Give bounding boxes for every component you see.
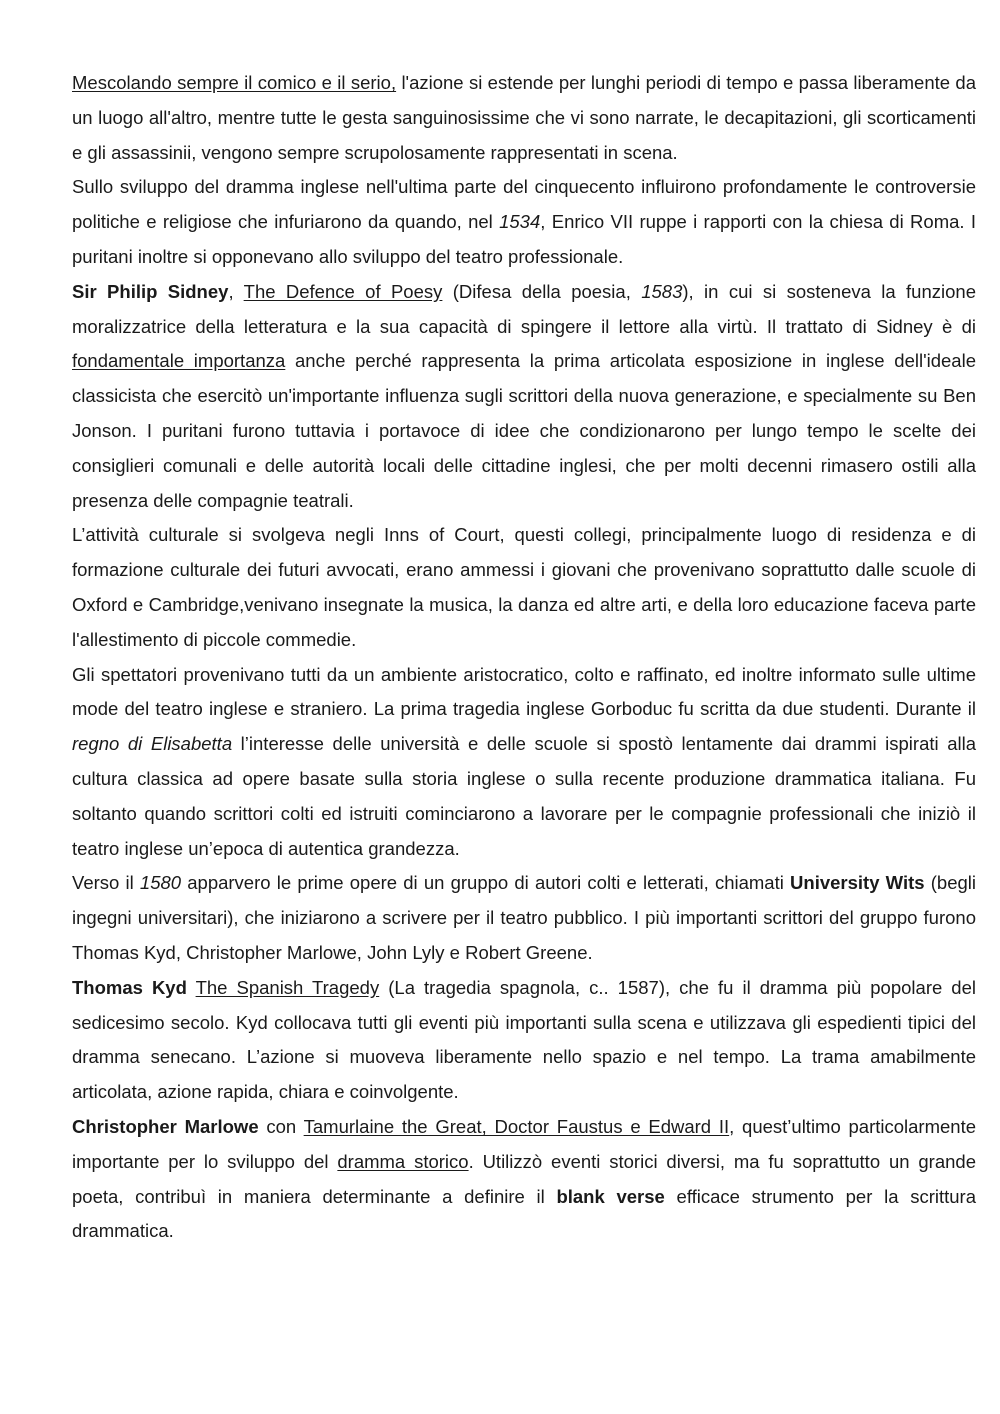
run: apparvero le prime opere di un gruppo di autori colti e letterati, chiamati: [181, 872, 791, 894]
run: blank verse: [556, 1185, 665, 1207]
paragraph-philip-sidney: [72, 275, 976, 519]
run: [187, 977, 196, 998]
run: (Difesa della poesia,: [442, 280, 642, 302]
run: (La tragedia spagnola, c.. 1587), che fu il dramma più popolare del sedicesimo secolo. Kyd collocava tutti gli eventi più importanti sulla scena e utilizzava gli espedienti tipici del dramma senecano. L’azione si muoveva liberamente nello spazio e nel tempo. La trama amabilmente articolata, azione rapida, chiara e coinvolgente.: [72, 976, 976, 1103]
run: ), in cui si sosteneva la funzione moralizzatrice della letteratura e la sua capacità di spingere il lettore alla virtù. Il trattato di Sidney è di: [72, 280, 976, 337]
run: , quest’ultimo particolarmente importante per lo sviluppo del: [72, 1115, 977, 1172]
run: (begli ingegni universitari), che iniziarono a scrivere per il teatro pubblico. I più importanti scrittori del gruppo furono Thomas Kyd, Christopher Marlowe, John Lyly e Robert Greene.: [72, 872, 977, 963]
document-page: [72, 66, 976, 1249]
run: Sullo sviluppo del dramma inglese nell'ultima parte del cinquecento influirono profondamente le controversie politiche e religiose che infuriarono da quando, nel: [72, 176, 976, 233]
run: The Defence of Poesy: [243, 280, 443, 302]
run: l’interesse delle università e delle scuole si spostò lentamente dai drammi ispirati alla cultura classica ad opere basate sulla storia inglese o sulla recente produzione drammatica italiana. Fu soltanto quando scrittori colti ed istruiti cominciarono a lavorare per le compagnie professionali che iniziò il teatro inglese un’epoca di autentica grandezza.: [72, 733, 976, 859]
run: L’attività culturale si svolgeva negli Inns of Court, questi collegi, principalmente luogo di residenza e di formazione culturale dei futuri avvocati, erano ammessi i giovani che provenivano soprattutto dalle scuole di Oxford e Cambridge,venivano insegnate la musica, la danza ed altre arti, e della loro educazione faceva parte l'allestimento di piccole commedie.: [72, 524, 976, 650]
run: anche perché rappresenta la prima articolata esposizione in inglese dell'ideale classicista che esercitò un'importante influenza sugli scrittori della nuova generazione, e specialmente su Ben Jonson. I puritani furono tuttavia i portavoce di idee che condizionarono per lungo tempo le scelte dei consiglieri comunali e delle autorità locali delle cittadine inglesi, che per molti decenni rimasero ostili alla presenza delle compagnie teatrali.: [72, 350, 976, 511]
paragraph-inns-of-court: [72, 518, 976, 657]
run: Tamurlaine the Great, Doctor Faustus e Edward II: [303, 1115, 730, 1137]
run: Sir Philip Sidney: [72, 280, 229, 302]
paragraph-spettatori: [72, 658, 976, 867]
run: efficace strumento per la scrittura drammatica.: [72, 1185, 976, 1242]
paragraph-christopher-marlowe: [72, 1110, 976, 1249]
run: Mescolando sempre il comico e il serio,: [72, 72, 397, 93]
run: , Enrico VII ruppe i rapporti con la chiesa di Roma. I puritani inoltre si opponevano allo sviluppo del teatro professionale.: [72, 211, 977, 267]
run: Christopher Marlowe: [72, 1115, 259, 1137]
run: The Spanish Tragedy: [195, 976, 380, 998]
run: Gli spettatori provenivano tutti da un ambiente aristocratico, colto e raffinato, ed inoltre informato sulle ultime mode del teatro inglese e straniero. La prima tragedia inglese Gorboduc fu scritta da due studenti. Durante il: [72, 663, 976, 720]
paragraph-dramma-inglese: [72, 170, 976, 274]
run: Verso il: [72, 872, 140, 894]
run: regno di Elisabetta: [72, 733, 233, 755]
run: l'azione si estende per lunghi periodi di tempo e passa liberamente da un luogo all'altro, mentre tutte le gesta sanguinosissime che vi sono narrate, le decapitazioni, gli scorticamenti e gli assassinii, vengono sempre scrupolosamente rappresentati in scena.: [72, 72, 976, 163]
run: 1534: [499, 211, 541, 233]
run: con: [258, 1115, 304, 1137]
run: dramma storico: [337, 1150, 469, 1172]
run: 1580: [139, 872, 182, 894]
run: ,: [228, 280, 244, 302]
run: . Utilizzò eventi storici diversi, ma fu soprattutto un grande poeta, contribuì in maniera determinante a definire il: [72, 1150, 976, 1207]
run: University Wits: [790, 872, 925, 894]
paragraph-comico-serio: [72, 66, 976, 170]
run: Thomas Kyd: [72, 976, 187, 998]
run: 1583: [641, 280, 683, 302]
paragraph-thomas-kyd: [72, 971, 976, 1110]
run: fondamentale importanza: [72, 350, 286, 372]
paragraph-university-wits: [72, 866, 976, 970]
